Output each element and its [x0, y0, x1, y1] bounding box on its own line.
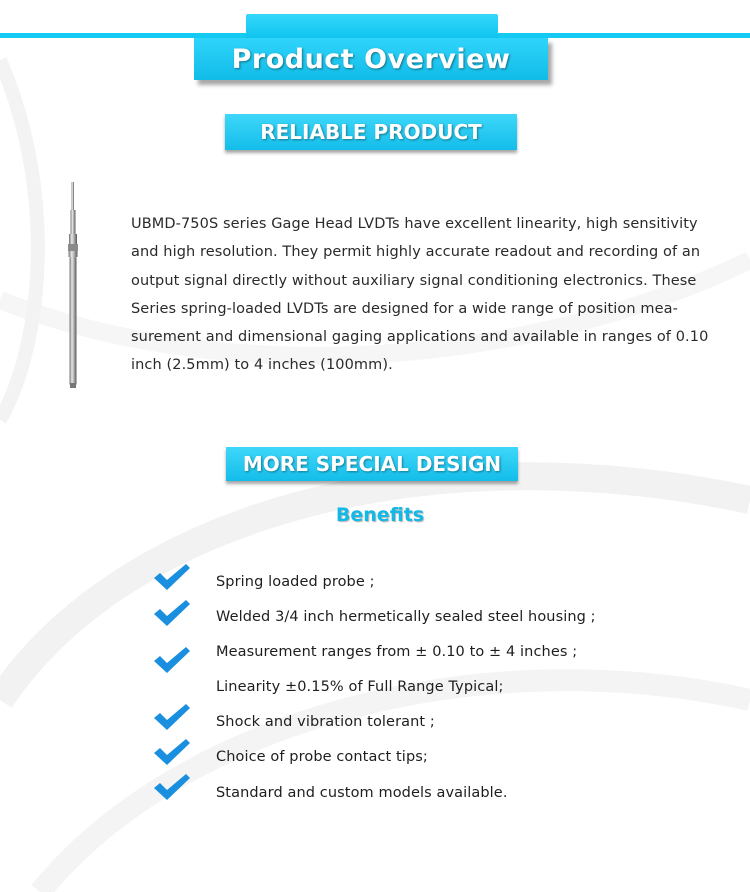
section-heading-design [226, 447, 518, 481]
benefit-item: Shock and vibration tolerant ; [216, 714, 435, 730]
top-accent-tab [246, 14, 498, 38]
lvdt-probe-image [60, 180, 90, 390]
checkmark-icon [152, 598, 192, 630]
checkmark-icon [152, 737, 192, 769]
checkmark-icon [152, 702, 192, 734]
intro-line: Series spring-loaded LVDTs are designed for a wide range of position mea- [131, 300, 678, 317]
intro-line: output signal directly without auxiliary signal conditioning electronics. These [131, 272, 697, 289]
checkmark-icon [152, 772, 192, 804]
benefit-item: Measurement ranges from ± 0.10 to ± 4 inches ; [216, 644, 578, 660]
intro-line: and high resolution. They permit highly accurate readout and recording of an [131, 244, 701, 261]
intro-line: inch (2.5mm) to 4 inches (100mm). [131, 357, 393, 374]
section-heading-design-label: MORE SPECIAL DESIGN [242, 452, 502, 476]
benefit-item: Linearity ±0.15% of Full Range Typical; [216, 679, 504, 695]
intro-line: UBMD-750S series Gage Head LVDTs have excellent linearity, high sensitivity [131, 216, 698, 232]
section-heading-reliable [225, 114, 517, 150]
benefit-item: Choice of probe contact tips; [216, 749, 428, 765]
section-heading-reliable-label: RELIABLE PRODUCT [260, 120, 482, 144]
intro-line: surement and dimensional gaging applications and available in ranges of 0.10 [131, 329, 709, 346]
benefits-title: Benefits [335, 504, 425, 526]
checkmark-icon [152, 645, 192, 677]
benefit-item: Standard and custom models available. [216, 785, 508, 801]
page-title: Product Overview [231, 43, 511, 75]
benefit-item: Spring loaded probe ; [216, 574, 375, 590]
intro-paragraph [131, 210, 709, 380]
page-title-banner [194, 38, 548, 80]
benefit-item: Welded 3/4 inch hermetically sealed steel housing ; [216, 609, 596, 625]
checkmark-icon [152, 562, 192, 594]
